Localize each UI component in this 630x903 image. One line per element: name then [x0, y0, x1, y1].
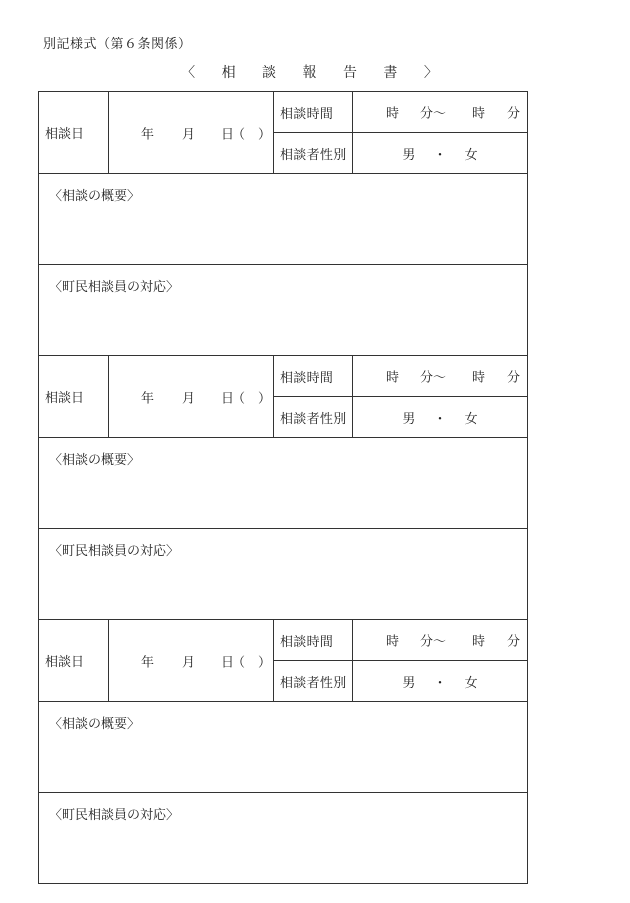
consult-datetime-row — [39, 620, 528, 661]
counselor-response-label: 〈町民相談員の対応〉 — [49, 280, 180, 295]
counselor-response-row — [39, 529, 528, 620]
date-weekday-parens: （ ） — [232, 391, 272, 406]
report-table-body — [39, 92, 528, 884]
time-start-hour: 時 — [386, 370, 400, 386]
time-start-hour: 時 — [386, 106, 400, 122]
consult-time-label: 相談時間 — [274, 620, 353, 661]
consultation-summary-row — [39, 438, 528, 529]
date-year-label: 年 — [141, 391, 155, 406]
gender-options[interactable]: 男 ・ 女 — [353, 133, 528, 174]
time-end-minute: 分 — [507, 370, 521, 386]
consultation-summary-row — [39, 702, 528, 793]
counselor-response-label: 〈町民相談員の対応〉 — [49, 808, 180, 823]
consultation-summary-section[interactable] — [39, 438, 528, 529]
time-start-minute: 分〜 — [420, 634, 447, 650]
consult-date-label: 相談日 — [39, 92, 109, 174]
time-start-minute: 分〜 — [420, 370, 447, 386]
date-day-label: 日 — [221, 655, 235, 670]
consult-datetime-row — [39, 356, 528, 397]
date-month-label: 月 — [182, 127, 196, 142]
date-year-label: 年 — [141, 655, 155, 670]
consult-time-field[interactable] — [353, 356, 528, 397]
date-day-label: 日 — [221, 127, 235, 142]
consultation-summary-section[interactable] — [39, 174, 528, 265]
date-weekday-parens: （ ） — [232, 127, 272, 142]
counselor-response-row — [39, 793, 528, 884]
consult-datetime-row — [39, 92, 528, 133]
date-month-label: 月 — [182, 391, 196, 406]
consultation-report-table — [38, 91, 528, 884]
gender-options[interactable]: 男 ・ 女 — [353, 661, 528, 702]
consultation-summary-row — [39, 174, 528, 265]
consult-date-field[interactable] — [109, 620, 274, 702]
time-start-minute: 分〜 — [420, 106, 447, 122]
consultation-summary-label: 〈相談の概要〉 — [49, 189, 141, 204]
time-end-hour: 時 — [472, 370, 486, 386]
counselor-response-row — [39, 265, 528, 356]
time-end-hour: 時 — [472, 106, 486, 122]
counselor-response-section[interactable] — [39, 529, 528, 620]
date-year-label: 年 — [141, 127, 155, 142]
consultation-summary-label: 〈相談の概要〉 — [49, 717, 141, 732]
date-day-label: 日 — [221, 391, 235, 406]
document-title: 〈 相 談 報 告 書 〉 — [181, 65, 449, 81]
consult-date-label: 相談日 — [39, 356, 109, 438]
consult-date-field[interactable] — [109, 92, 274, 174]
gender-options[interactable]: 男 ・ 女 — [353, 397, 528, 438]
counselor-response-label: 〈町民相談員の対応〉 — [49, 544, 180, 559]
consult-date-field[interactable] — [109, 356, 274, 438]
consultee-gender-label: 相談者性別 — [274, 397, 353, 438]
consultation-summary-label: 〈相談の概要〉 — [49, 453, 141, 468]
time-end-hour: 時 — [472, 634, 486, 650]
date-month-label: 月 — [182, 655, 196, 670]
form-style-label: 別記様式（第６条関係） — [43, 37, 192, 52]
consult-time-label: 相談時間 — [274, 356, 353, 397]
date-weekday-parens: （ ） — [232, 655, 272, 670]
consult-date-label: 相談日 — [39, 620, 109, 702]
counselor-response-section[interactable] — [39, 265, 528, 356]
time-end-minute: 分 — [507, 634, 521, 650]
consult-time-label: 相談時間 — [274, 92, 353, 133]
consultee-gender-label: 相談者性別 — [274, 661, 353, 702]
consultation-summary-section[interactable] — [39, 702, 528, 793]
counselor-response-section[interactable] — [39, 793, 528, 884]
time-start-hour: 時 — [386, 634, 400, 650]
consultee-gender-label: 相談者性別 — [274, 133, 353, 174]
consult-time-field[interactable] — [353, 92, 528, 133]
time-end-minute: 分 — [507, 106, 521, 122]
consult-time-field[interactable] — [353, 620, 528, 661]
